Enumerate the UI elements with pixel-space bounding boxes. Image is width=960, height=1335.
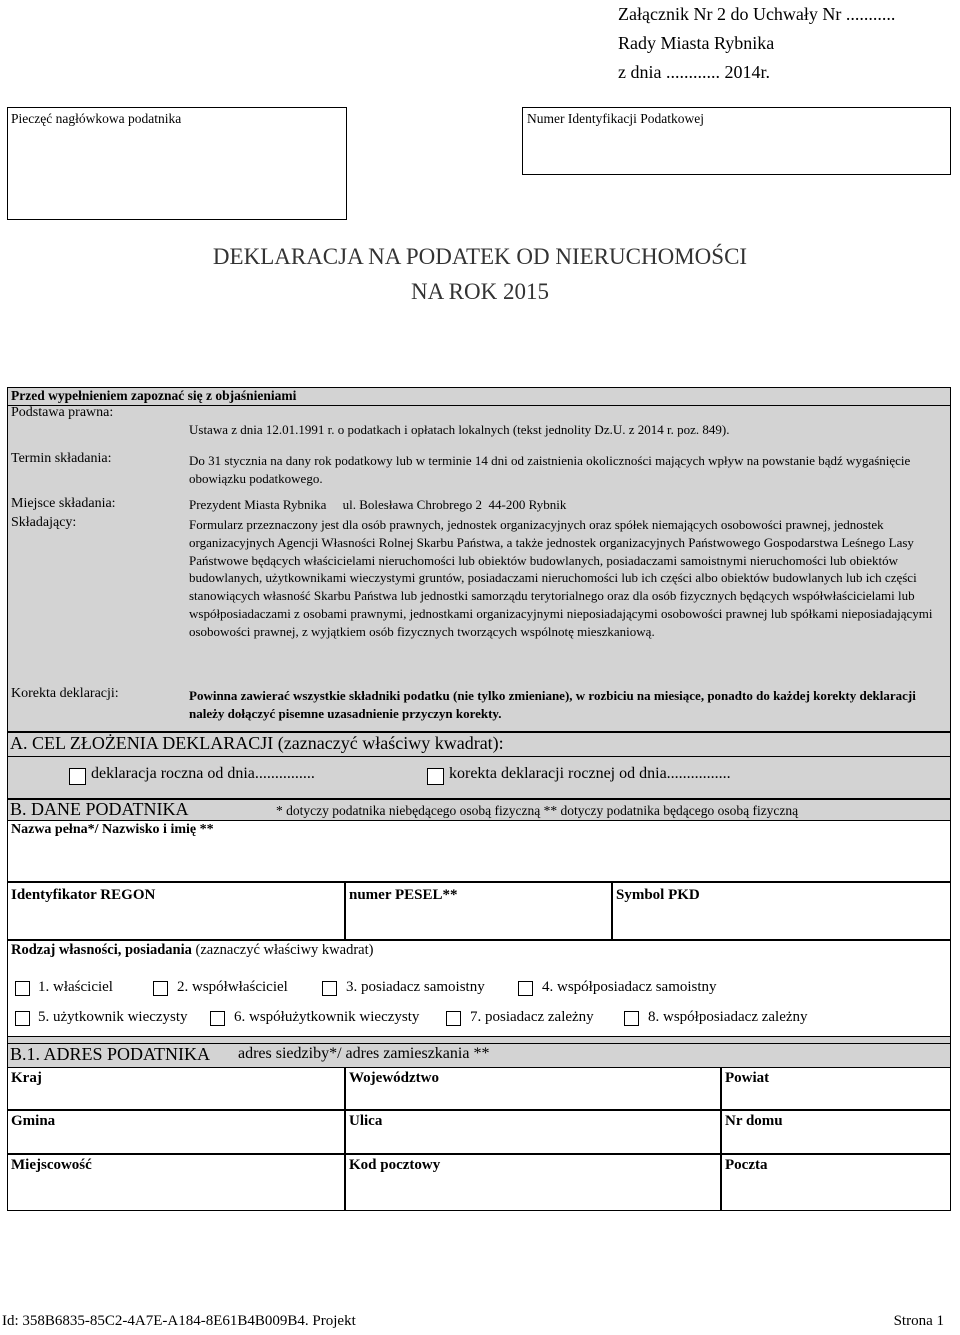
correction-text: Powinna zawierać wszystkie składniki podatku (nie tylko zmieniane), w rozbiciu na miesiące, ponadto do każdej korekty deklaracji należy dołączyć pisemne uzasadnienie przyczyn korekty. <box>189 688 916 721</box>
ownership-option-8: 8. współposiadacz zależny <box>648 1009 808 1025</box>
ownership-label <box>11 942 373 959</box>
country-field[interactable] <box>7 1067 345 1110</box>
ownership-checkbox-4[interactable] <box>518 981 533 996</box>
municipality-field[interactable] <box>7 1110 345 1154</box>
correction-declaration-label: korekta deklaracji rocznej od dnia................ <box>449 765 731 782</box>
info-intro: Przed wypełnieniem zapoznać się z objaśnieniami <box>11 388 297 403</box>
ownership-checkbox-5[interactable] <box>15 1011 30 1026</box>
form-title: DEKLARACJA NA PODATEK OD NIERUCHOMOŚCI <box>212 244 748 269</box>
stamp-box[interactable] <box>7 107 347 220</box>
ownership-label-note: (zaznaczyć właściwy kwadrat) <box>191 942 374 958</box>
section-b1-title: B.1. ADRES PODATNIKA <box>10 1044 211 1064</box>
section-b-title: B. DANE PODATNIKA <box>10 799 189 819</box>
post-office-label: Poczta <box>725 1157 768 1173</box>
header-line-1: Załącznik Nr 2 do Uchwały Nr ........... <box>618 4 896 24</box>
street-label: Ulica <box>349 1113 383 1129</box>
ownership-option-6: 6. współużytkownik wieczysty <box>234 1009 420 1025</box>
document-id: Id: 358B6835-85C2-4A7E-A184-8E61B4B009B4. Projekt <box>2 1313 356 1329</box>
country-label: Kraj <box>11 1070 42 1086</box>
deadline-text: Do 31 stycznia na dany rok podatkowy lub w terminie 14 dni od zaistnienia okoliczności mających wpływ na powstanie bądź wygaśnięcie obowiązku podatkowego. <box>189 453 911 486</box>
ownership-option-2: 2. współwłaściciel <box>177 979 288 995</box>
page-number: Strona 1 <box>893 1313 944 1329</box>
ownership-option-3: 3. posiadacz samoistny <box>346 979 485 995</box>
postal-code-label: Kod pocztowy <box>349 1157 441 1173</box>
submitter-text: Formularz przeznaczony jest dla osób prawnych, jednostek organizacyjnych oraz spółek niemających osobowości prawnej, jednostek organizacyjnych Agencji Własności Rolnej Skarbu Państwa, a także jednostek organizacyjnych Państwowego Gospodarstwa Leśnego Lasy Państwowe będących właścicielami nieruchomości lub obiektów budowlanych, posiadaczami samoistnymi nieruchomości lub obiektów budowlanych, użytkownikami wieczystymi gruntów, posiadaczami nieruchomości lub ich części albo obiektów budowlanych lub ich części stanowiących własność Skarbu Państwa lub jednostki samorządu terytorialnego oraz dla osób fizycznych będących współwłaścicielami lub współposiadaczami z osobami prawnymi, jednostkami organizacyjnymi nieposiadającymi osobowości prawnej lub spółkami nieposiadającymi osobowości prawnej, z wyjątkiem osób fizycznych tworzących wspólnotę mieszkaniową. <box>189 517 933 639</box>
ownership-label-bold: Rodzaj własności, posiadania <box>11 942 192 958</box>
ownership-checkbox-7[interactable] <box>446 1011 461 1026</box>
section-b1-subtitle: adres siedziby*/ adres zamieszkania ** <box>238 1045 490 1062</box>
regon-label: Identyfikator REGON <box>11 887 156 903</box>
ownership-checkbox-2[interactable] <box>153 981 168 996</box>
header-line-3: z dnia ............ 2014r. <box>618 62 770 82</box>
ownership-checkbox-8[interactable] <box>624 1011 639 1026</box>
nip-box[interactable] <box>522 107 951 175</box>
ownership-option-1: 1. właściciel <box>38 979 113 995</box>
voivodeship-label: Województwo <box>349 1070 439 1086</box>
ownership-checkbox-1[interactable] <box>15 981 30 996</box>
section-a-title: A. CEL ZŁOŻENIA DEKLARACJI (zaznaczyć właściwy kwadrat): <box>10 733 504 753</box>
section-b-note: * dotyczy podatnika niebędącego osobą fizyczną ** dotyczy podatnika będącego osobą fizyczną <box>276 803 799 818</box>
municipality-label: Gmina <box>11 1113 56 1129</box>
annual-declaration-label: deklaracja roczna od dnia............... <box>91 765 315 782</box>
annual-declaration-checkbox[interactable] <box>69 768 86 785</box>
deadline-label: Termin składania: <box>11 451 112 466</box>
form-title-year: NA ROK 2015 <box>410 279 549 304</box>
nip-label: Numer Identyfikacji Podatkowej <box>527 111 704 126</box>
pesel-label: numer PESEL** <box>349 887 458 903</box>
ownership-checkbox-3[interactable] <box>322 981 337 996</box>
pkd-label: Symbol PKD <box>616 887 700 903</box>
legal-basis-text: Ustawa z dnia 12.01.1991 r. o podatkach i opłatach lokalnych (tekst jednolity Dz.U. z 2014 r. poz. 849). <box>189 422 730 437</box>
correction-declaration-checkbox[interactable] <box>427 768 444 785</box>
ownership-checkbox-6[interactable] <box>210 1011 225 1026</box>
submitter-label: Składający: <box>11 515 77 530</box>
street-field[interactable] <box>345 1110 721 1154</box>
header-line-2: Rady Miasta Rybnika <box>618 33 775 53</box>
place-label: Miejsce składania: <box>11 496 116 511</box>
city-label: Miejscowość <box>11 1157 92 1173</box>
info-divider <box>7 405 951 406</box>
place-text: Prezydent Miasta Rybnika ul. Bolesława Chrobrego 2 44-200 Rybnik <box>189 497 567 512</box>
ownership-option-4: 4. współposiadacz samoistny <box>542 979 717 995</box>
county-label: Powiat <box>725 1070 770 1086</box>
stamp-label: Pieczęć nagłówkowa podatnika <box>11 111 182 126</box>
ownership-option-5: 5. użytkownik wieczysty <box>38 1009 188 1025</box>
house-number-label: Nr domu <box>725 1113 783 1129</box>
ownership-option-7: 7. posiadacz zależny <box>470 1009 594 1025</box>
taxpayer-name-label: Nazwa pełna*/ Nazwisko i imię ** <box>11 822 214 837</box>
legal-basis-label: Podstawa prawna: <box>11 405 114 420</box>
correction-label: Korekta deklaracji: <box>11 686 119 701</box>
